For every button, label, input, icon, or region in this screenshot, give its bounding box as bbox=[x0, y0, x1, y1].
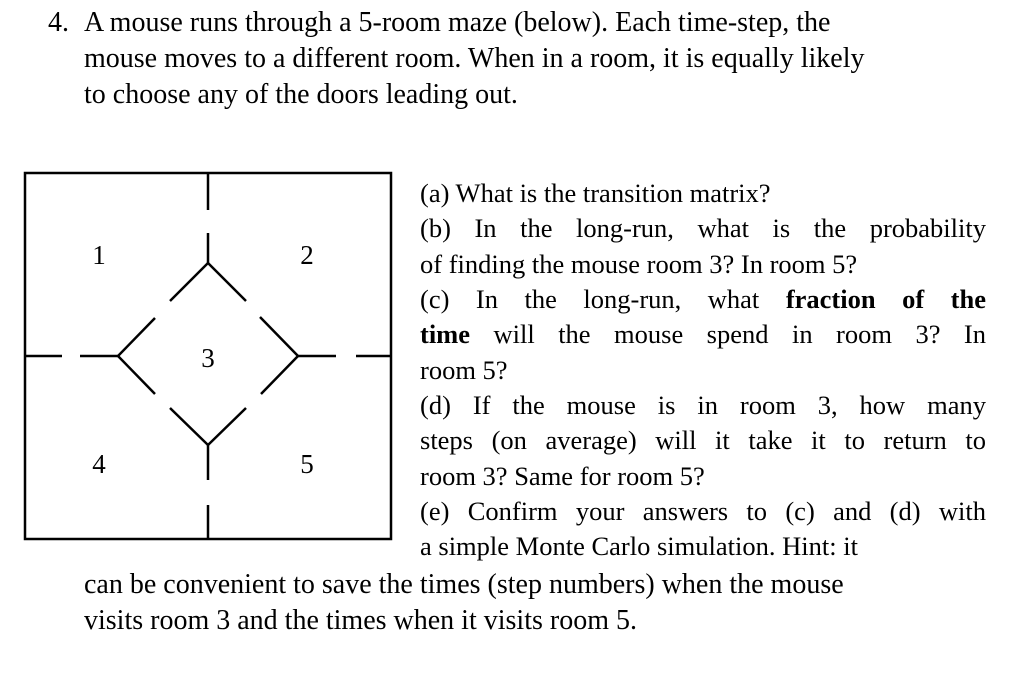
room-3-wall bbox=[118, 318, 155, 356]
room-3-wall bbox=[260, 317, 298, 356]
question-b-line-1: (b) In the long-run, what is the probability bbox=[420, 213, 986, 243]
question-a: (a) What is the transition matrix? bbox=[420, 178, 771, 208]
question-d-line-2: steps (on average) will it take it to return to bbox=[420, 425, 986, 455]
intro-line-1: A mouse runs through a 5-room maze (below). Each time-step, the bbox=[84, 7, 831, 38]
question-c-text-2: will the mouse spend in room 3? In bbox=[493, 319, 987, 349]
question-c-line-2 bbox=[420, 317, 986, 352]
question-d-line-1: (d) If the mouse is in room 3, how many bbox=[420, 390, 986, 420]
question-c-line-3: room 5? bbox=[420, 355, 508, 385]
intro-line-3: to choose any of the doors leading out. bbox=[84, 79, 518, 110]
question-c-bold-time: time bbox=[420, 319, 471, 349]
question-d-line-3: room 3? Same for room 5? bbox=[420, 461, 705, 491]
room-3-wall bbox=[170, 408, 208, 445]
question-c-text: (c) In the long-run, what bbox=[420, 284, 760, 314]
question-e-line-2: a simple Monte Carlo simulation. Hint: it bbox=[420, 531, 858, 561]
hint-line-2: visits room 3 and the times when it visits room 5. bbox=[84, 605, 637, 636]
room-3-wall bbox=[208, 408, 246, 445]
hint-line-1: can be convenient to save the times (step numbers) when the mouse bbox=[84, 569, 844, 600]
room-4-label: 4 bbox=[92, 449, 106, 479]
room-2-label: 2 bbox=[300, 240, 314, 270]
room-3-label: 3 bbox=[201, 343, 215, 373]
room-3-wall bbox=[170, 263, 208, 301]
room-3-wall bbox=[261, 356, 298, 394]
room-3-wall bbox=[118, 356, 155, 394]
question-c-line-1 bbox=[420, 282, 986, 317]
room-3-wall bbox=[208, 263, 246, 301]
question-b-line-2: of finding the mouse room 3? In room 5? bbox=[420, 249, 858, 279]
room-5-label: 5 bbox=[300, 449, 314, 479]
room-1-label: 1 bbox=[92, 240, 106, 270]
question-c-bold: fraction of the bbox=[785, 284, 986, 314]
problem-number: 4. bbox=[48, 7, 69, 38]
intro-line-2: mouse moves to a different room. When in a room, it is equally likely bbox=[84, 43, 865, 74]
question-e-line-1: (e) Confirm your answers to (c) and (d) with bbox=[420, 496, 986, 526]
